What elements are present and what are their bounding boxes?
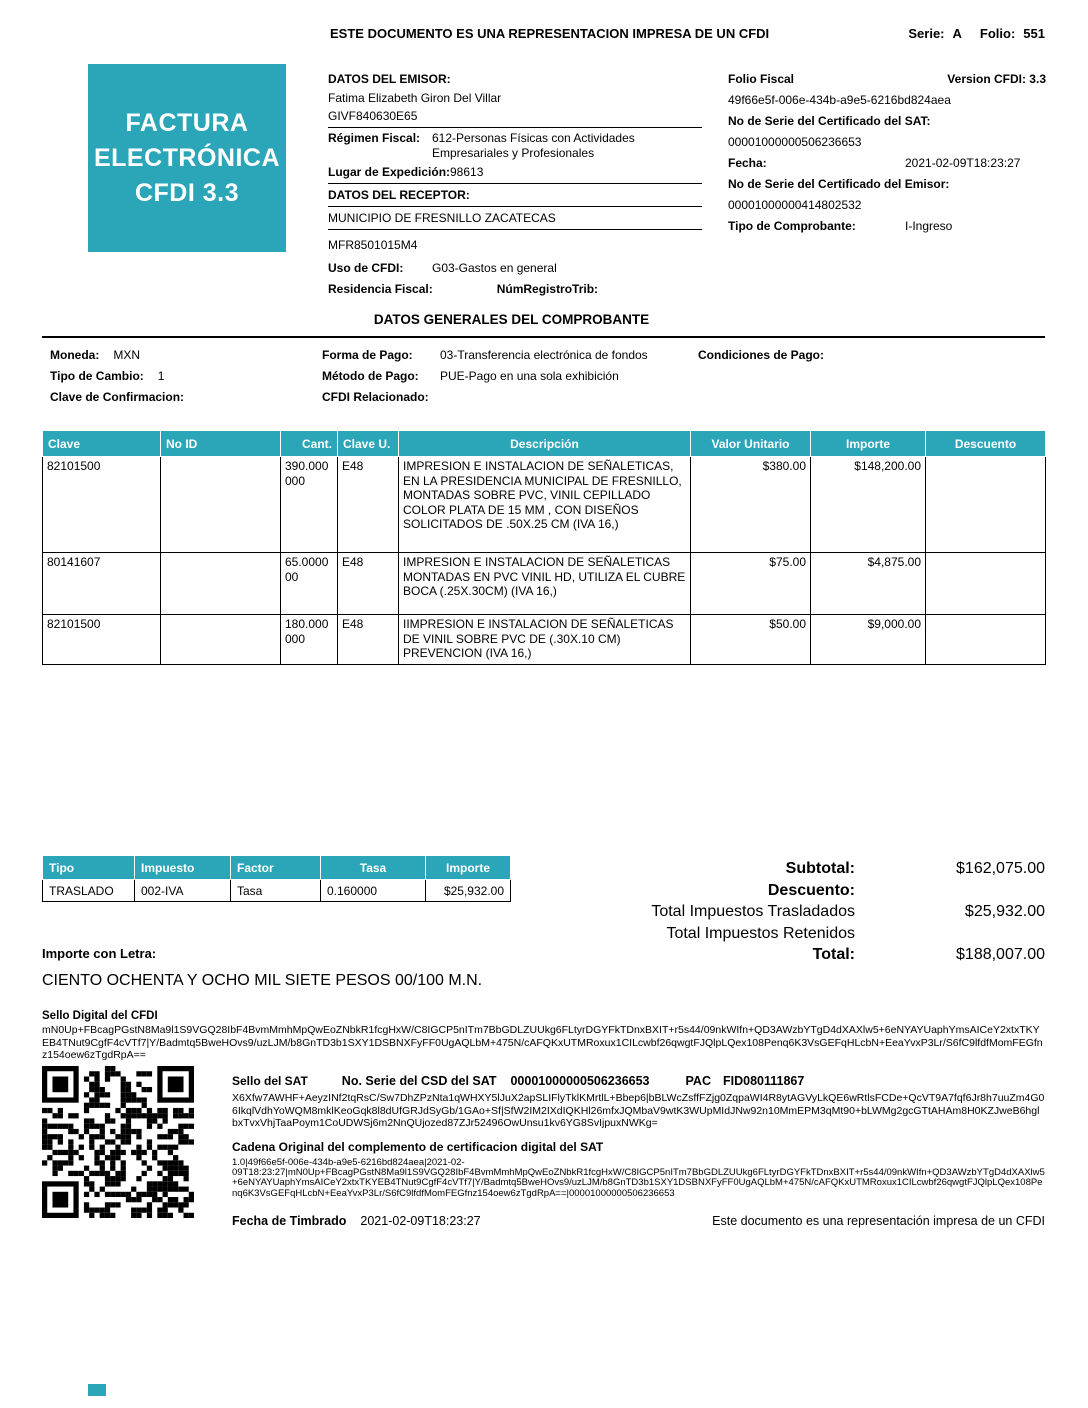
lugar-expedicion-row bbox=[328, 165, 702, 184]
clave-confirmacion-row bbox=[50, 390, 322, 404]
tax-1-impuesto: 002-IVA bbox=[135, 880, 231, 902]
item-1-cant: 390.000000 bbox=[281, 457, 338, 553]
item-1-descuento bbox=[926, 457, 1046, 553]
items-header-importe: Importe bbox=[811, 431, 926, 457]
emisor-receptor-column bbox=[328, 72, 702, 297]
items-header-clave: Clave bbox=[43, 431, 161, 457]
item-row-1 bbox=[43, 457, 1046, 553]
version-cfdi-label: Version CFDI: 3.3 bbox=[947, 72, 1046, 86]
serie-label: Serie: bbox=[908, 26, 945, 41]
items-header-descripcion: Descripción bbox=[399, 431, 691, 457]
uso-cfdi-value: G03-Gastos en general bbox=[432, 261, 557, 275]
item-2-valor-unitario: $75.00 bbox=[691, 553, 811, 615]
fecha-label: Fecha: bbox=[728, 156, 767, 170]
item-2-claveu: E48 bbox=[338, 553, 399, 615]
tax-header-tipo: Tipo bbox=[43, 856, 135, 880]
brand-box bbox=[88, 64, 286, 252]
brand-line-2: ELECTRÓNICA bbox=[93, 143, 281, 172]
items-header-row bbox=[43, 431, 1046, 457]
regimen-fiscal-value: 612-Personas Físicas con Actividades Empresariales y Profesionales bbox=[432, 131, 635, 160]
lugar-expedicion-value: 98613 bbox=[450, 165, 484, 179]
items-header-noid: No ID bbox=[161, 431, 281, 457]
receptor-name: MUNICIPIO DE FRESNILLO ZACATECAS bbox=[328, 211, 702, 230]
tipo-cambio-value: 1 bbox=[157, 369, 165, 383]
items-header-valor-unitario: Valor Unitario bbox=[691, 431, 811, 457]
folio-fiscal-label: Folio Fiscal bbox=[728, 72, 795, 86]
doc-header bbox=[330, 26, 1045, 41]
folio-fiscal-row bbox=[728, 72, 1046, 87]
brand-line-3: CFDI 3.3 bbox=[134, 178, 240, 207]
pac-label: PAC bbox=[685, 1074, 711, 1088]
tax-table-wrap bbox=[42, 855, 511, 902]
sello-cfdi-section bbox=[42, 1010, 1045, 1062]
total-value: $188,007.00 bbox=[956, 946, 1045, 963]
sello-cfdi-value: mN0Up+FBcagPGstN8Ma9l1S9VGQ28IbF4BvmMmhMpQwEoZNbkR1fcgHxW/C8IGCP5nITm7BbGDLZUUkg6FLtyrDGYFkTDnxBXIT+r5s44/09nkWIfn+QD3AWzbYTgD4dXAXlw5+6eNYAYUaphYmsAICeY2xtxTKYEB4TNut9CgfF4cVTf7|Y/Badmtq5BweHOvs9/uzLJM/b8GnTD3b1SXY1DSBNXFyFF0UgAQLbM+475N/cAFQKxUTMRoxux1CILcwbf26qwgtFJQlpLQex108Penq6K3VsGEFqHLcbN+EeaYvxP3Lr/S6fC9lfdfMomFEGfnz154oew6zTgdRpA== bbox=[42, 1024, 1043, 1061]
residencia-row bbox=[328, 282, 702, 297]
generales-col-1 bbox=[42, 348, 322, 411]
folio-field bbox=[980, 26, 1045, 41]
tax-header-row bbox=[43, 856, 511, 880]
cadena-original-line1: 1.0|49f66e5f-006e-434b-a9e5-6216bd824aea|2021-02- bbox=[232, 1156, 465, 1168]
cert-emisor-value: 00001000000414802532 bbox=[728, 198, 862, 212]
item-3-cant: 180.000000 bbox=[281, 615, 338, 665]
item-2-importe: $4,875.00 bbox=[811, 553, 926, 615]
moneda-row bbox=[50, 348, 322, 362]
corner-mark bbox=[88, 1384, 106, 1396]
uso-cfdi-row bbox=[328, 261, 702, 276]
generales-section bbox=[42, 348, 1045, 411]
tax-1-tipo: TRASLADO bbox=[43, 880, 135, 902]
clave-confirmacion-label: Clave de Confirmacion: bbox=[50, 390, 185, 404]
tipo-comprobante-label: Tipo de Comprobante: bbox=[728, 219, 856, 233]
qr-code bbox=[42, 1066, 194, 1218]
fecha-timbrado-value: 2021-02-09T18:23:27 bbox=[360, 1213, 481, 1228]
cfdi-relacionado-row bbox=[322, 390, 698, 404]
generales-col-3 bbox=[698, 348, 1045, 411]
cert-sat-value: 00001000000506236653 bbox=[728, 135, 862, 149]
lugar-expedicion-label: Lugar de Expedición: bbox=[328, 165, 451, 179]
csd-sat-value: 00001000000506236653 bbox=[510, 1074, 650, 1088]
tax-header-tasa: Tasa bbox=[321, 856, 426, 880]
item-1-importe: $148,200.00 bbox=[811, 457, 926, 553]
forma-pago-row bbox=[322, 348, 698, 362]
tax-row-1 bbox=[43, 880, 511, 902]
generales-divider bbox=[42, 336, 1045, 338]
item-row-2 bbox=[43, 553, 1046, 615]
uso-cfdi-label: Uso de CFDI: bbox=[328, 261, 404, 275]
tipo-comprobante-row bbox=[728, 219, 1046, 234]
emisor-name: Fatima Elizabeth Giron Del Villar bbox=[328, 91, 502, 105]
folio-label: Folio: bbox=[979, 26, 1016, 41]
item-row-3 bbox=[43, 615, 1046, 665]
brand-line-1: FACTURA bbox=[125, 108, 249, 137]
serie-value: A bbox=[952, 26, 962, 41]
timbrado-row bbox=[232, 1214, 1045, 1228]
num-registro-trib-label: NúmRegistroTrib: bbox=[496, 282, 599, 296]
importe-letra-value: CIENTO OCHENTA Y OCHO MIL SIETE PESOS 00/100 M.N. bbox=[42, 972, 483, 989]
serie-field bbox=[908, 26, 962, 41]
item-3-clave: 82101500 bbox=[43, 615, 161, 665]
subtotal-row bbox=[540, 858, 1045, 880]
item-3-valor-unitario: $50.00 bbox=[691, 615, 811, 665]
impuestos-trasladados-row bbox=[540, 901, 1045, 923]
regimen-fiscal-label: Régimen Fiscal: bbox=[328, 131, 421, 145]
impuestos-retenidos-value bbox=[855, 923, 1045, 945]
impuestos-retenidos-label: Total Impuestos Retenidos bbox=[666, 924, 855, 942]
tax-1-importe: $25,932.00 bbox=[426, 880, 511, 902]
sello-sat-value: X6Xfw7AWHF+AeyzINf2tqRsC/Sw7DhZPzNta1qWHXY5lJuX2apSLIFlyTklKMrtlL+Bbep6|bBLWcZsffFZjg0ZqpaWI4R8ytAGVyLkQE6wRtlsFCDe+QcVT9A7fqf6Jr8h7uuZm4G06IkqlVdhYoWQM8mklKeoGqk8l8dUfGRJdSyGb/1GAo+Sf|SfW2IM2IXdIQKHl26mfxJQMbaV9wtK3WUpMIdJNw92n10MmEPM3qMt90+bLWMg2gcGTtAHAm8H0KZJweB6hglbxTvxVhjTaaPoym1CoUDWSj6m2NnQUjozed87ZJr52496OwUnsu1kv6YG8SvIjpuxNWKg= bbox=[232, 1092, 1045, 1129]
fecha-timbrado-label: Fecha de Timbrado bbox=[232, 1213, 347, 1228]
item-1-noid bbox=[161, 457, 281, 553]
impuestos-trasladados-value: $25,932.00 bbox=[964, 903, 1045, 920]
item-3-noid bbox=[161, 615, 281, 665]
tax-1-factor: Tasa bbox=[231, 880, 321, 902]
fiscal-panel bbox=[728, 72, 1046, 240]
generales-col-2 bbox=[322, 348, 698, 411]
emisor-rfc: GIVF840630E65 bbox=[328, 109, 702, 128]
metodo-pago-label: Método de Pago: bbox=[322, 369, 419, 383]
forma-pago-label: Forma de Pago: bbox=[322, 348, 413, 362]
total-row bbox=[540, 944, 1045, 966]
regimen-fiscal-row bbox=[328, 131, 702, 161]
tax-1-tasa: 0.160000 bbox=[321, 880, 426, 902]
cadena-original-value: 09T18:23:27|mN0Up+FBcagPGstN8Ma9l1S9VGQ28IbF4BvmMmhMpQwEoZNbkR1fcgHxW/C8IGCP5nITm7BbGDLZUUkg6FLtyrDGYFkTDnxBXIT+r5s44/09nkWIfn+QD3AWzbYTgD4dXAXlw5+6eNYAYUaphYmsAICeY2xtxTKYEB4TNut9CgfF4cVTf7|Y/Badmtq5BweHOvs9/uzLJM/b8GnTD3b1SXY1DSBNXFyFF0UgAQLbM+475N/cAFQKxUTMRoxux1CILcwbf26qwgtFJQlpLQex108Penq6K3VsGEFqHLcbN+EeaYvxP3Lr/S6fC9lfdfMomFEGfnz154oew6zTgdRpA==|00001000000506236653 bbox=[232, 1166, 1045, 1200]
sello-cfdi-label: Sello Digital del CFDI bbox=[42, 1010, 158, 1022]
moneda-label: Moneda: bbox=[50, 348, 100, 362]
descuento-label: Descuento: bbox=[767, 881, 855, 899]
condiciones-pago-row bbox=[698, 348, 1045, 362]
footer-note: Este documento es una representación impresa de un CFDI bbox=[712, 1213, 1045, 1228]
item-1-descripcion: IMPRESION E INSTALACION DE SEÑALETICAS, EN LA PRESIDENCIA MUNICIPAL DE FRESNILLO, MONTADAS SOBRE PVC, VINIL CEPILLADO COLOR PLATA DE 15 MM , CON DISEÑOS SOLICITADOS DE .50X.25 CM (IVA 16,) bbox=[399, 457, 691, 553]
item-3-descuento bbox=[926, 615, 1046, 665]
item-2-descuento bbox=[926, 553, 1046, 615]
folio-value: 551 bbox=[1023, 26, 1045, 41]
receptor-section-header: DATOS DEL RECEPTOR: bbox=[328, 188, 702, 207]
tipo-comprobante-value: I-Ingreso bbox=[905, 219, 953, 233]
items-table bbox=[42, 430, 1046, 665]
item-1-clave: 82101500 bbox=[43, 457, 161, 553]
impuestos-trasladados-label: Total Impuestos Trasladados bbox=[651, 903, 855, 920]
subtotal-label: Subtotal: bbox=[785, 860, 855, 877]
metodo-pago-row bbox=[322, 369, 698, 383]
tipo-cambio-label: Tipo de Cambio: bbox=[50, 369, 144, 383]
csd-sat-label: No. Serie del CSD del SAT bbox=[341, 1074, 497, 1088]
tax-table bbox=[42, 855, 511, 902]
items-header-cant: Cant. bbox=[281, 431, 338, 457]
fecha-row bbox=[728, 156, 1046, 171]
fecha-value: 2021-02-09T18:23:27 bbox=[905, 156, 1021, 170]
cfdi-relacionado-label: CFDI Relacionado: bbox=[322, 390, 429, 404]
cert-sat-label-row bbox=[728, 114, 1046, 129]
cadena-original-label: Cadena Original del complemento de certificacion digital del SAT bbox=[232, 1139, 604, 1154]
descuento-value bbox=[855, 880, 1045, 902]
emisor-section-header: DATOS DEL EMISOR: bbox=[328, 72, 451, 86]
item-2-cant: 65.000000 bbox=[281, 553, 338, 615]
sello-sat-label: Sello del SAT bbox=[232, 1074, 308, 1088]
item-3-importe: $9,000.00 bbox=[811, 615, 926, 665]
item-2-descripcion: IMPRESION E INSTALACION DE SEÑALETICAS MONTADAS EN PVC VINIL HD, UTILIZA EL CUBRE BOCA (.25X.30CM) (IVA 16,) bbox=[399, 553, 691, 615]
sat-section bbox=[232, 1074, 1045, 1228]
cert-emisor-label: No de Serie del Certificado del Emisor: bbox=[728, 177, 950, 191]
forma-pago-value: 03-Transferencia electrónica de fondos bbox=[440, 348, 648, 362]
subtotal-value: $162,075.00 bbox=[956, 860, 1045, 877]
item-1-valor-unitario: $380.00 bbox=[691, 457, 811, 553]
residencia-fiscal-label: Residencia Fiscal: bbox=[328, 282, 433, 296]
tipo-cambio-row bbox=[50, 369, 322, 383]
items-header-descuento: Descuento bbox=[926, 431, 1046, 457]
impuestos-retenidos-row bbox=[540, 923, 1045, 945]
moneda-value: MXN bbox=[113, 348, 141, 362]
descuento-row bbox=[540, 880, 1045, 902]
items-header-claveu: Clave U. bbox=[338, 431, 399, 457]
totals-panel bbox=[540, 858, 1045, 966]
tax-header-factor: Factor bbox=[231, 856, 321, 880]
item-2-noid bbox=[161, 553, 281, 615]
receptor-rfc: MFR8501015M4 bbox=[328, 238, 418, 252]
sat-headline bbox=[232, 1074, 1045, 1088]
item-2-clave: 80141607 bbox=[43, 553, 161, 615]
item-3-descripcion: IIMPRESION E INSTALACION DE SEÑALETICAS DE VINIL SOBRE PVC DE (.30X.10 CM) PREVENCION (IVA 16,) bbox=[399, 615, 691, 665]
tax-header-importe: Importe bbox=[426, 856, 511, 880]
total-label: Total: bbox=[812, 946, 855, 963]
item-3-claveu: E48 bbox=[338, 615, 399, 665]
cert-emisor-label-row bbox=[728, 177, 1046, 192]
pac-value: FID080111867 bbox=[722, 1074, 805, 1088]
cert-sat-label: No de Serie del Certificado del SAT: bbox=[728, 114, 931, 128]
item-1-claveu: E48 bbox=[338, 457, 399, 553]
doc-title: ESTE DOCUMENTO ES UNA REPRESENTACION IMPRESA DE UN CFDI bbox=[330, 26, 770, 41]
importe-letra-label: Importe con Letra: bbox=[42, 946, 157, 961]
generales-title: DATOS GENERALES DEL COMPROBANTE bbox=[373, 312, 650, 327]
tax-header-impuesto: Impuesto bbox=[135, 856, 231, 880]
items-table-wrap bbox=[42, 430, 1046, 665]
condiciones-pago-label: Condiciones de Pago: bbox=[698, 348, 825, 362]
folio-fiscal-value: 49f66e5f-006e-434b-a9e5-6216bd824aea bbox=[728, 93, 951, 107]
metodo-pago-value: PUE-Pago en una sola exhibición bbox=[440, 369, 619, 383]
